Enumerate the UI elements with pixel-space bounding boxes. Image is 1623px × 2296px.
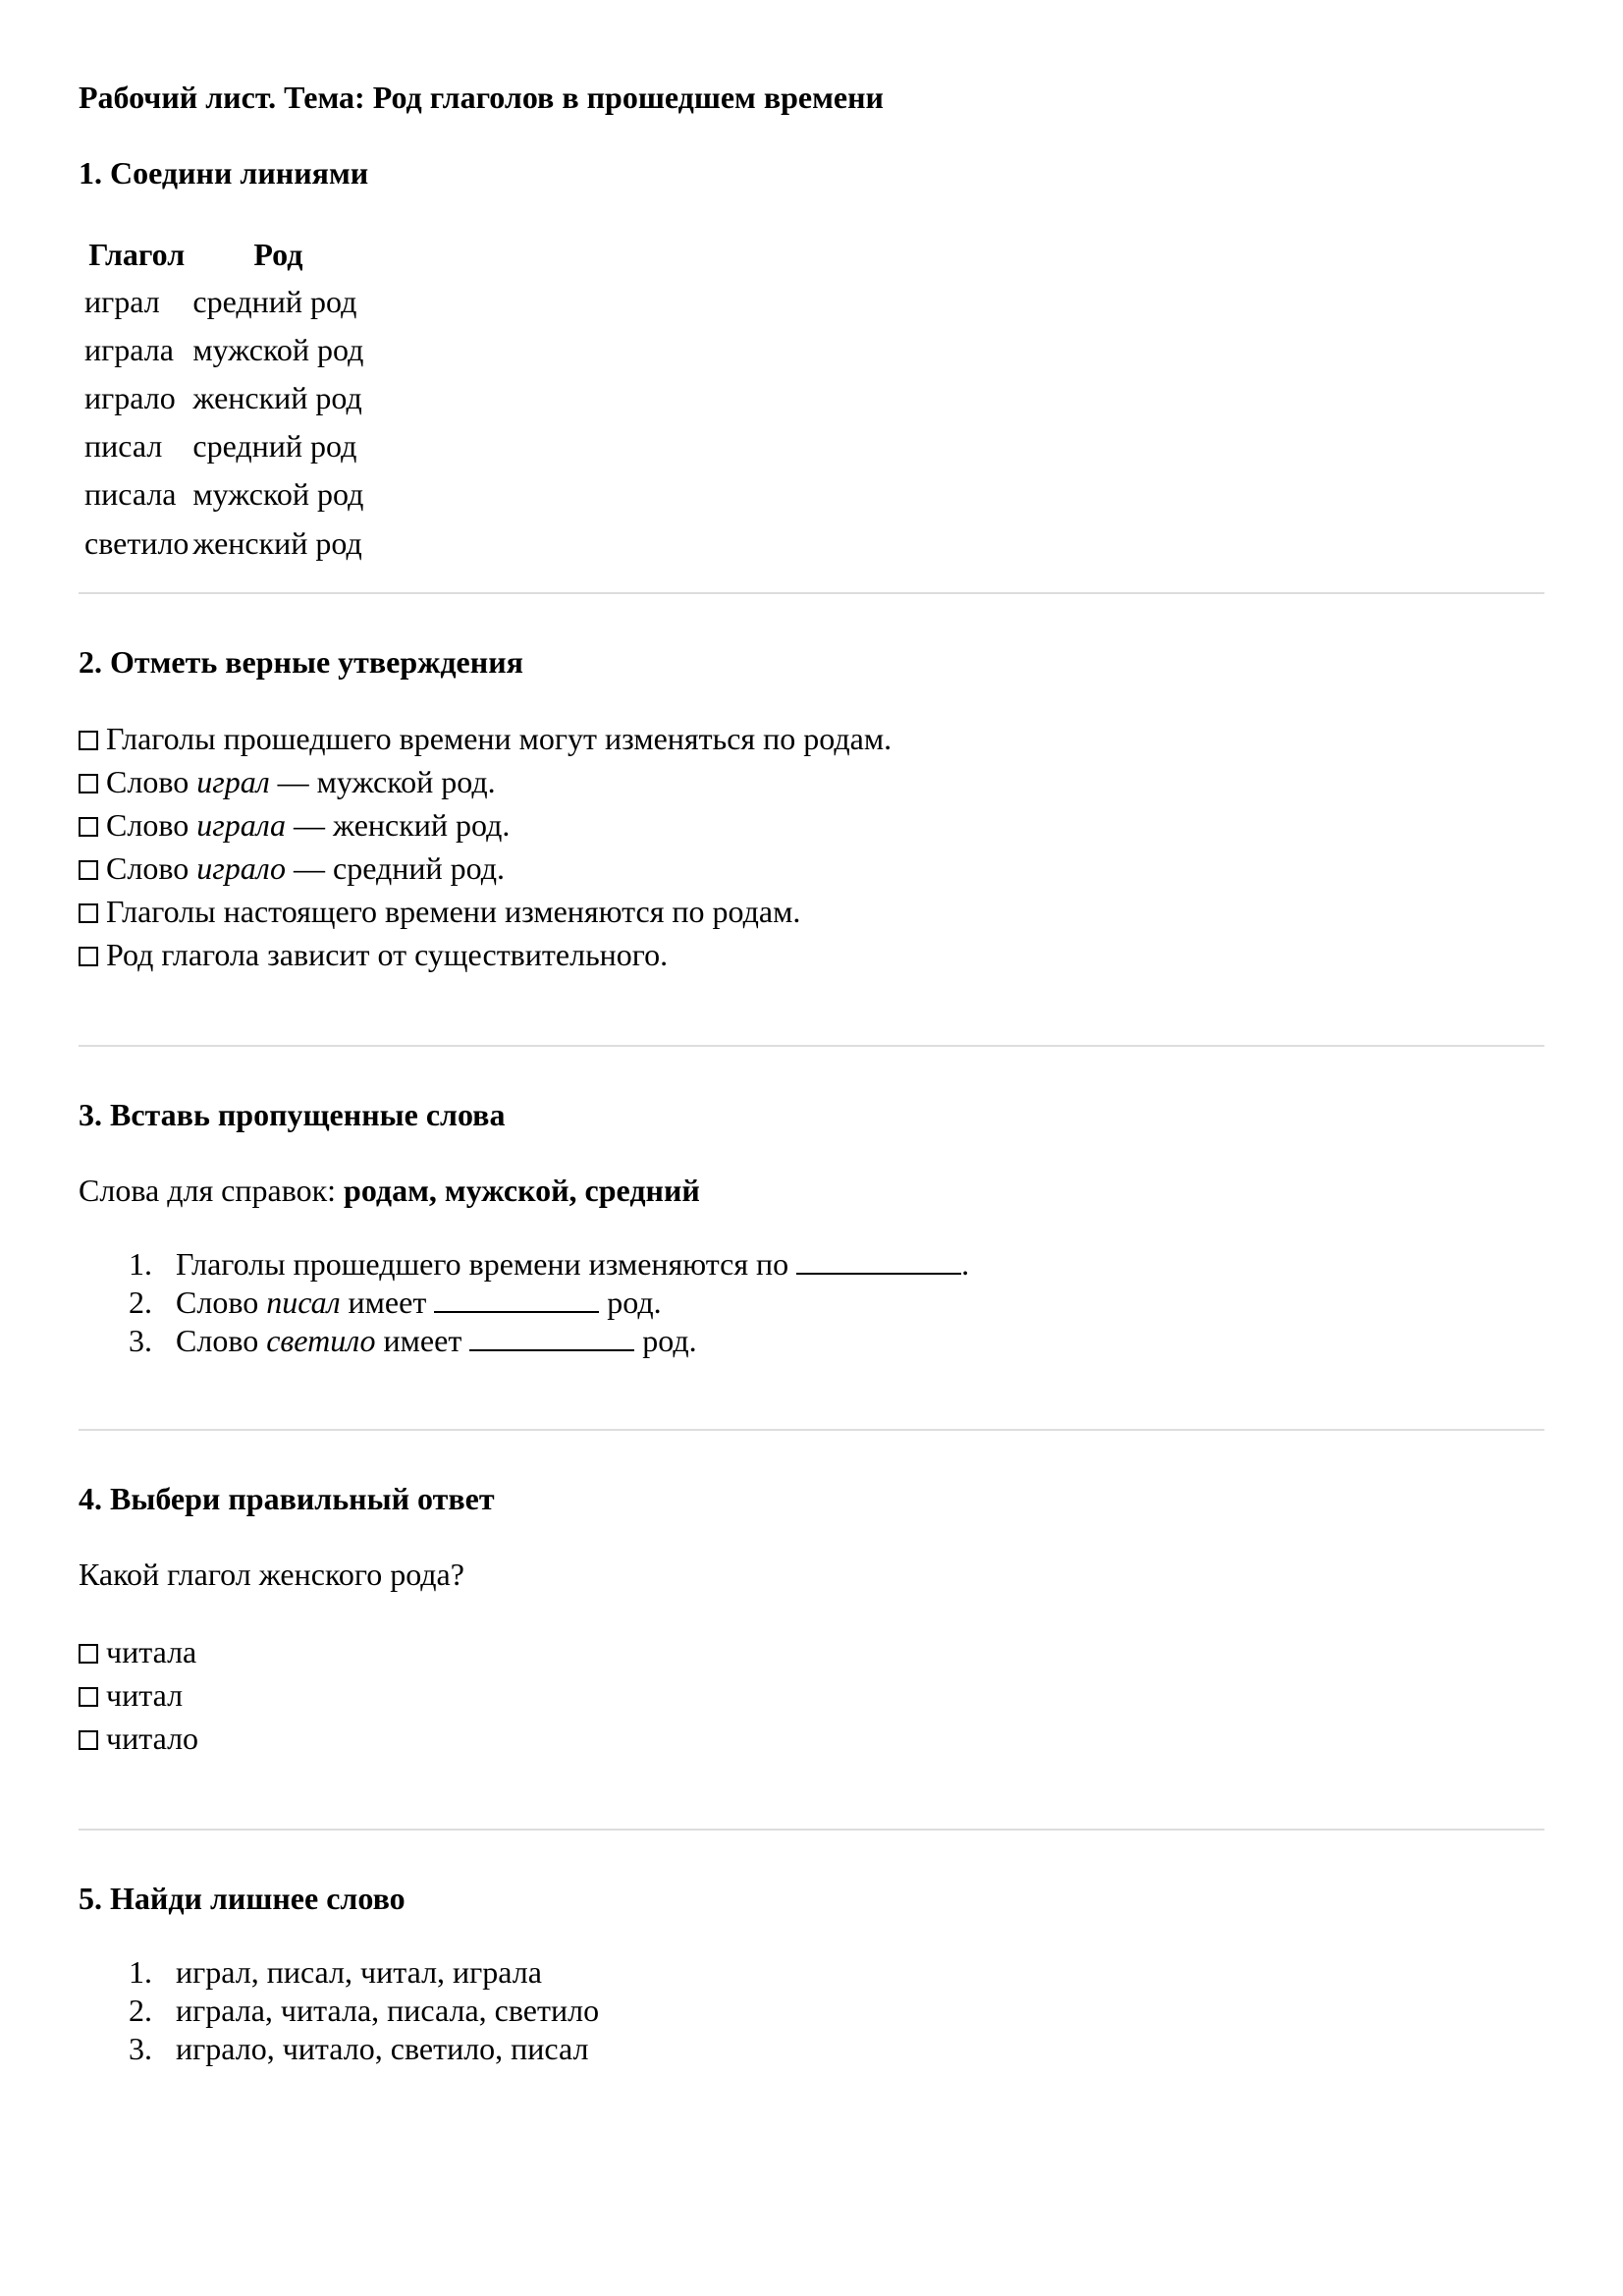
section-title: 3. Вставь пропущенные слова bbox=[79, 1096, 506, 1132]
section-odd-one-out bbox=[79, 1878, 1544, 2068]
checkbox[interactable] bbox=[79, 1730, 98, 1750]
item-text bbox=[79, 1246, 969, 1282]
column-header-gender: Род bbox=[253, 237, 303, 273]
statement-item[interactable] bbox=[79, 933, 1544, 976]
gender-cell: средний род bbox=[192, 283, 357, 319]
statement-text: Род глагола зависит от существительного. bbox=[106, 936, 669, 972]
item-text-part: Глаголы прошедшего времени изменяются по bbox=[176, 1246, 797, 1283]
item-number: 3. bbox=[129, 1323, 152, 1359]
item-text-part: Слово bbox=[176, 1323, 267, 1359]
table-row bbox=[82, 423, 365, 471]
option-item[interactable] bbox=[79, 1717, 1544, 1760]
option-item[interactable] bbox=[79, 1630, 1544, 1673]
item-verb: писал bbox=[266, 1285, 341, 1321]
gender-cell: женский род bbox=[192, 524, 362, 561]
table-row bbox=[82, 375, 365, 423]
fill-list bbox=[79, 1245, 1544, 1360]
statement-item[interactable] bbox=[79, 847, 1544, 890]
statement-verb: играло bbox=[196, 849, 287, 886]
statement-item[interactable] bbox=[79, 717, 1544, 760]
statement-verb: играл bbox=[196, 763, 270, 799]
statement-text: Слово bbox=[106, 806, 197, 843]
verb-cell: играл bbox=[84, 283, 160, 319]
item-text bbox=[79, 1323, 697, 1358]
column-header-verb: Глагол bbox=[88, 237, 186, 273]
checkbox[interactable] bbox=[79, 774, 98, 793]
statement-list bbox=[79, 717, 1544, 976]
section-divider bbox=[79, 1429, 1544, 1431]
gender-cell: мужской род bbox=[192, 331, 364, 367]
section-divider bbox=[79, 1829, 1544, 1831]
item-text: играло, читало, светило, писал bbox=[176, 2030, 589, 2066]
section-title: 5. Найди лишнее слово bbox=[79, 1880, 406, 1916]
statement-text: — мужской род. bbox=[269, 763, 496, 799]
question-text: Какой глагол женского рода? bbox=[79, 1557, 464, 1593]
table-row bbox=[82, 471, 365, 519]
statement-text: Слово bbox=[106, 763, 197, 799]
section-divider bbox=[79, 1045, 1544, 1047]
verb-cell: писал bbox=[84, 428, 163, 465]
item-number: 1. bbox=[129, 1246, 152, 1283]
item-text: играл, писал, читал, играла bbox=[176, 1953, 542, 1990]
item-text-part: Слово bbox=[176, 1285, 267, 1321]
item-text-part: имеет bbox=[340, 1285, 435, 1321]
matching-table bbox=[82, 234, 365, 568]
hint-words: родам, мужской, средний bbox=[344, 1173, 700, 1209]
item-number: 1. bbox=[129, 1953, 152, 1990]
table-row bbox=[82, 279, 365, 327]
section-matching bbox=[79, 152, 1544, 569]
answer-blank[interactable] bbox=[796, 1247, 961, 1275]
checkbox[interactable] bbox=[79, 903, 98, 923]
item-number: 2. bbox=[129, 1285, 152, 1321]
statement-item[interactable] bbox=[79, 890, 1544, 933]
section-title: 1. Соедини линиями bbox=[79, 155, 369, 191]
checkbox[interactable] bbox=[79, 1644, 98, 1664]
section-choice bbox=[79, 1478, 1544, 1759]
statement-item[interactable] bbox=[79, 803, 1544, 847]
hint-label: Слова для справок: bbox=[79, 1173, 345, 1209]
statement-text: — средний род. bbox=[286, 849, 506, 886]
checkbox[interactable] bbox=[79, 947, 98, 966]
item-text bbox=[79, 1285, 662, 1320]
table-row bbox=[82, 327, 365, 375]
verb-cell: играло bbox=[84, 379, 176, 415]
option-list bbox=[79, 1630, 1544, 1760]
verb-cell: играла bbox=[84, 331, 174, 367]
gender-cell: средний род bbox=[192, 428, 357, 465]
statement-verb: играла bbox=[196, 806, 287, 843]
item-text-part: имеет bbox=[375, 1323, 470, 1359]
statement-text: Глаголы прошедшего времени могут изменяться по родам. bbox=[106, 720, 893, 756]
list-item bbox=[79, 1284, 1544, 1322]
verb-cell: писала bbox=[84, 476, 177, 513]
section-divider bbox=[79, 592, 1544, 594]
statement-text: Глаголы настоящего времени изменяются по родам. bbox=[106, 893, 801, 929]
odd-word-list bbox=[79, 1953, 1544, 2068]
option-item[interactable] bbox=[79, 1673, 1544, 1717]
statement-item[interactable] bbox=[79, 760, 1544, 803]
checkbox[interactable] bbox=[79, 817, 98, 837]
table-header-row bbox=[82, 234, 365, 278]
answer-blank[interactable] bbox=[434, 1285, 599, 1313]
item-verb: светило bbox=[266, 1323, 376, 1359]
table-row bbox=[82, 520, 365, 569]
checkbox[interactable] bbox=[79, 731, 98, 750]
statement-text: — женский род. bbox=[286, 806, 511, 843]
item-text-part: . bbox=[961, 1246, 970, 1283]
statement-text: Слово bbox=[106, 849, 197, 886]
option-text: читало bbox=[106, 1720, 199, 1756]
gender-cell: женский род bbox=[192, 379, 362, 415]
option-text: читал bbox=[106, 1676, 184, 1713]
verb-cell: светило bbox=[84, 524, 189, 561]
section-title: 4. Выбери правильный ответ bbox=[79, 1481, 495, 1517]
item-number: 3. bbox=[129, 2030, 152, 2066]
item-text: играла, читала, писала, светило bbox=[176, 1992, 600, 2028]
hint-line bbox=[79, 1170, 1544, 1212]
option-text: читала bbox=[106, 1633, 197, 1669]
item-text-part: род. bbox=[599, 1285, 662, 1321]
list-item bbox=[79, 2030, 1544, 2068]
item-text-part: род. bbox=[634, 1323, 697, 1359]
item-number: 2. bbox=[129, 1992, 152, 2028]
page-title: Рабочий лист. Тема: Род глаголов в прошедшем времени bbox=[79, 80, 884, 115]
checkbox[interactable] bbox=[79, 1687, 98, 1707]
list-item bbox=[79, 1322, 1544, 1360]
list-item bbox=[79, 1992, 1544, 2030]
section-title: 2. Отметь верные утверждения bbox=[79, 643, 523, 680]
gender-cell: мужской род bbox=[192, 476, 364, 513]
checkbox[interactable] bbox=[79, 860, 98, 880]
list-item bbox=[79, 1245, 1544, 1284]
section-statements bbox=[79, 641, 1544, 976]
answer-blank[interactable] bbox=[469, 1324, 634, 1351]
list-item bbox=[79, 1953, 1544, 1992]
section-fill-blanks bbox=[79, 1094, 1544, 1360]
